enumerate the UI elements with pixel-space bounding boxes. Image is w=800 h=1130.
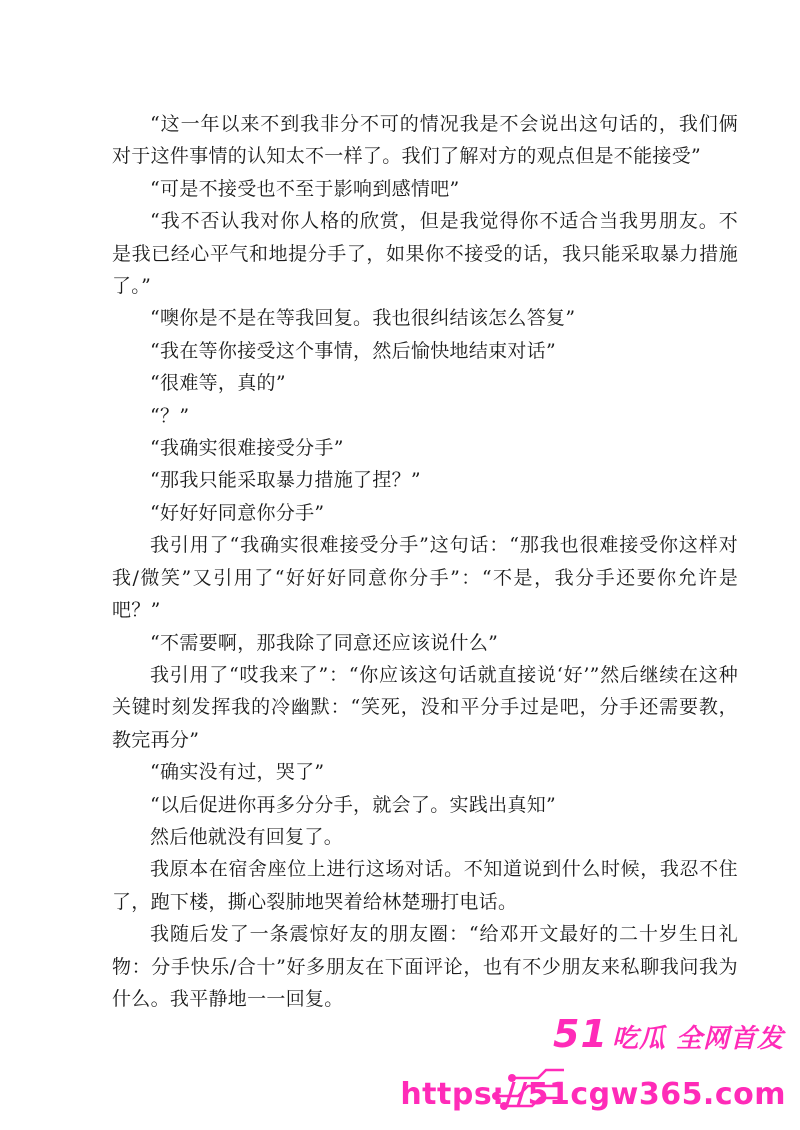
paragraph: 我随后发了一条震惊好友的朋友圈：“给邓开文最好的二十岁生日礼物：分手快乐/合十”好多朋友在下面评论，也有不少朋友来私聊我问我为什么。我平静地一一回复。 bbox=[112, 923, 738, 1010]
paragraph: 然后他就没有回复了。 bbox=[150, 825, 344, 848]
paragraph: “？” bbox=[150, 404, 190, 427]
document-body bbox=[112, 108, 738, 1015]
paragraph: “我不否认我对你人格的欣赏，但是我觉得你不适合当我男朋友。不是我已经心平气和地提分手了，如果你不接受的话，我只能采取暴力措施了。” bbox=[112, 210, 738, 298]
watermark-url: https://51cgw365.com bbox=[400, 1077, 786, 1112]
paragraph: “好好好同意你分手” bbox=[150, 501, 325, 524]
paragraph: “可是不接受也不至于影响到感情吧” bbox=[150, 177, 460, 200]
paragraph: “这一年以来不到我非分不可的情况我是不会说出这句话的，我们俩对于这件事情的认知太不一样了。我们了解对方的观点但是不能接受” bbox=[112, 113, 738, 168]
paragraph: “那我只能采取暴力措施了捏？” bbox=[150, 469, 421, 492]
watermark bbox=[400, 1008, 788, 1116]
watermark-slogan bbox=[553, 1012, 784, 1056]
paragraph: “以后促进你再多分分手，就会了。实践出真知” bbox=[150, 793, 557, 816]
watermark-slogan-text: 吃瓜 全网首发 bbox=[611, 1024, 784, 1054]
paragraph: “噢你是不是在等我回复。我也很纠结该怎么答复” bbox=[150, 307, 576, 330]
paragraph: “不需要啊，那我除了同意还应该说什么” bbox=[150, 631, 499, 654]
paragraph: 我引用了“我确实很难接受分手”这句话：“那我也很难接受你这样对我/微笑”又引用了“好好好同意你分手”：“不是，我分手还要你允许是吧？” bbox=[112, 534, 738, 622]
paragraph: “我确实很难接受分手” bbox=[150, 437, 344, 460]
watermark-number: 51 bbox=[553, 1012, 608, 1056]
paragraph: “我在等你接受这个事情，然后愉快地结束对话” bbox=[150, 339, 557, 362]
paragraph: 我引用了“哎我来了”：“你应该这句话就直接说‘好’”然后继续在这种关键时刻发挥我的冷幽默：“笑死，没和平分手过是吧，分手还需要教，教完再分” bbox=[112, 663, 738, 751]
paragraph: “确实没有过，哭了” bbox=[150, 761, 325, 784]
paragraph: “很难等，真的” bbox=[150, 372, 286, 395]
paragraph: 我原本在宿舍座位上进行这场对话。不知道说到什么时候，我忍不住了，跑下楼，撕心裂肺地哭着给林楚珊打电话。 bbox=[112, 858, 738, 913]
